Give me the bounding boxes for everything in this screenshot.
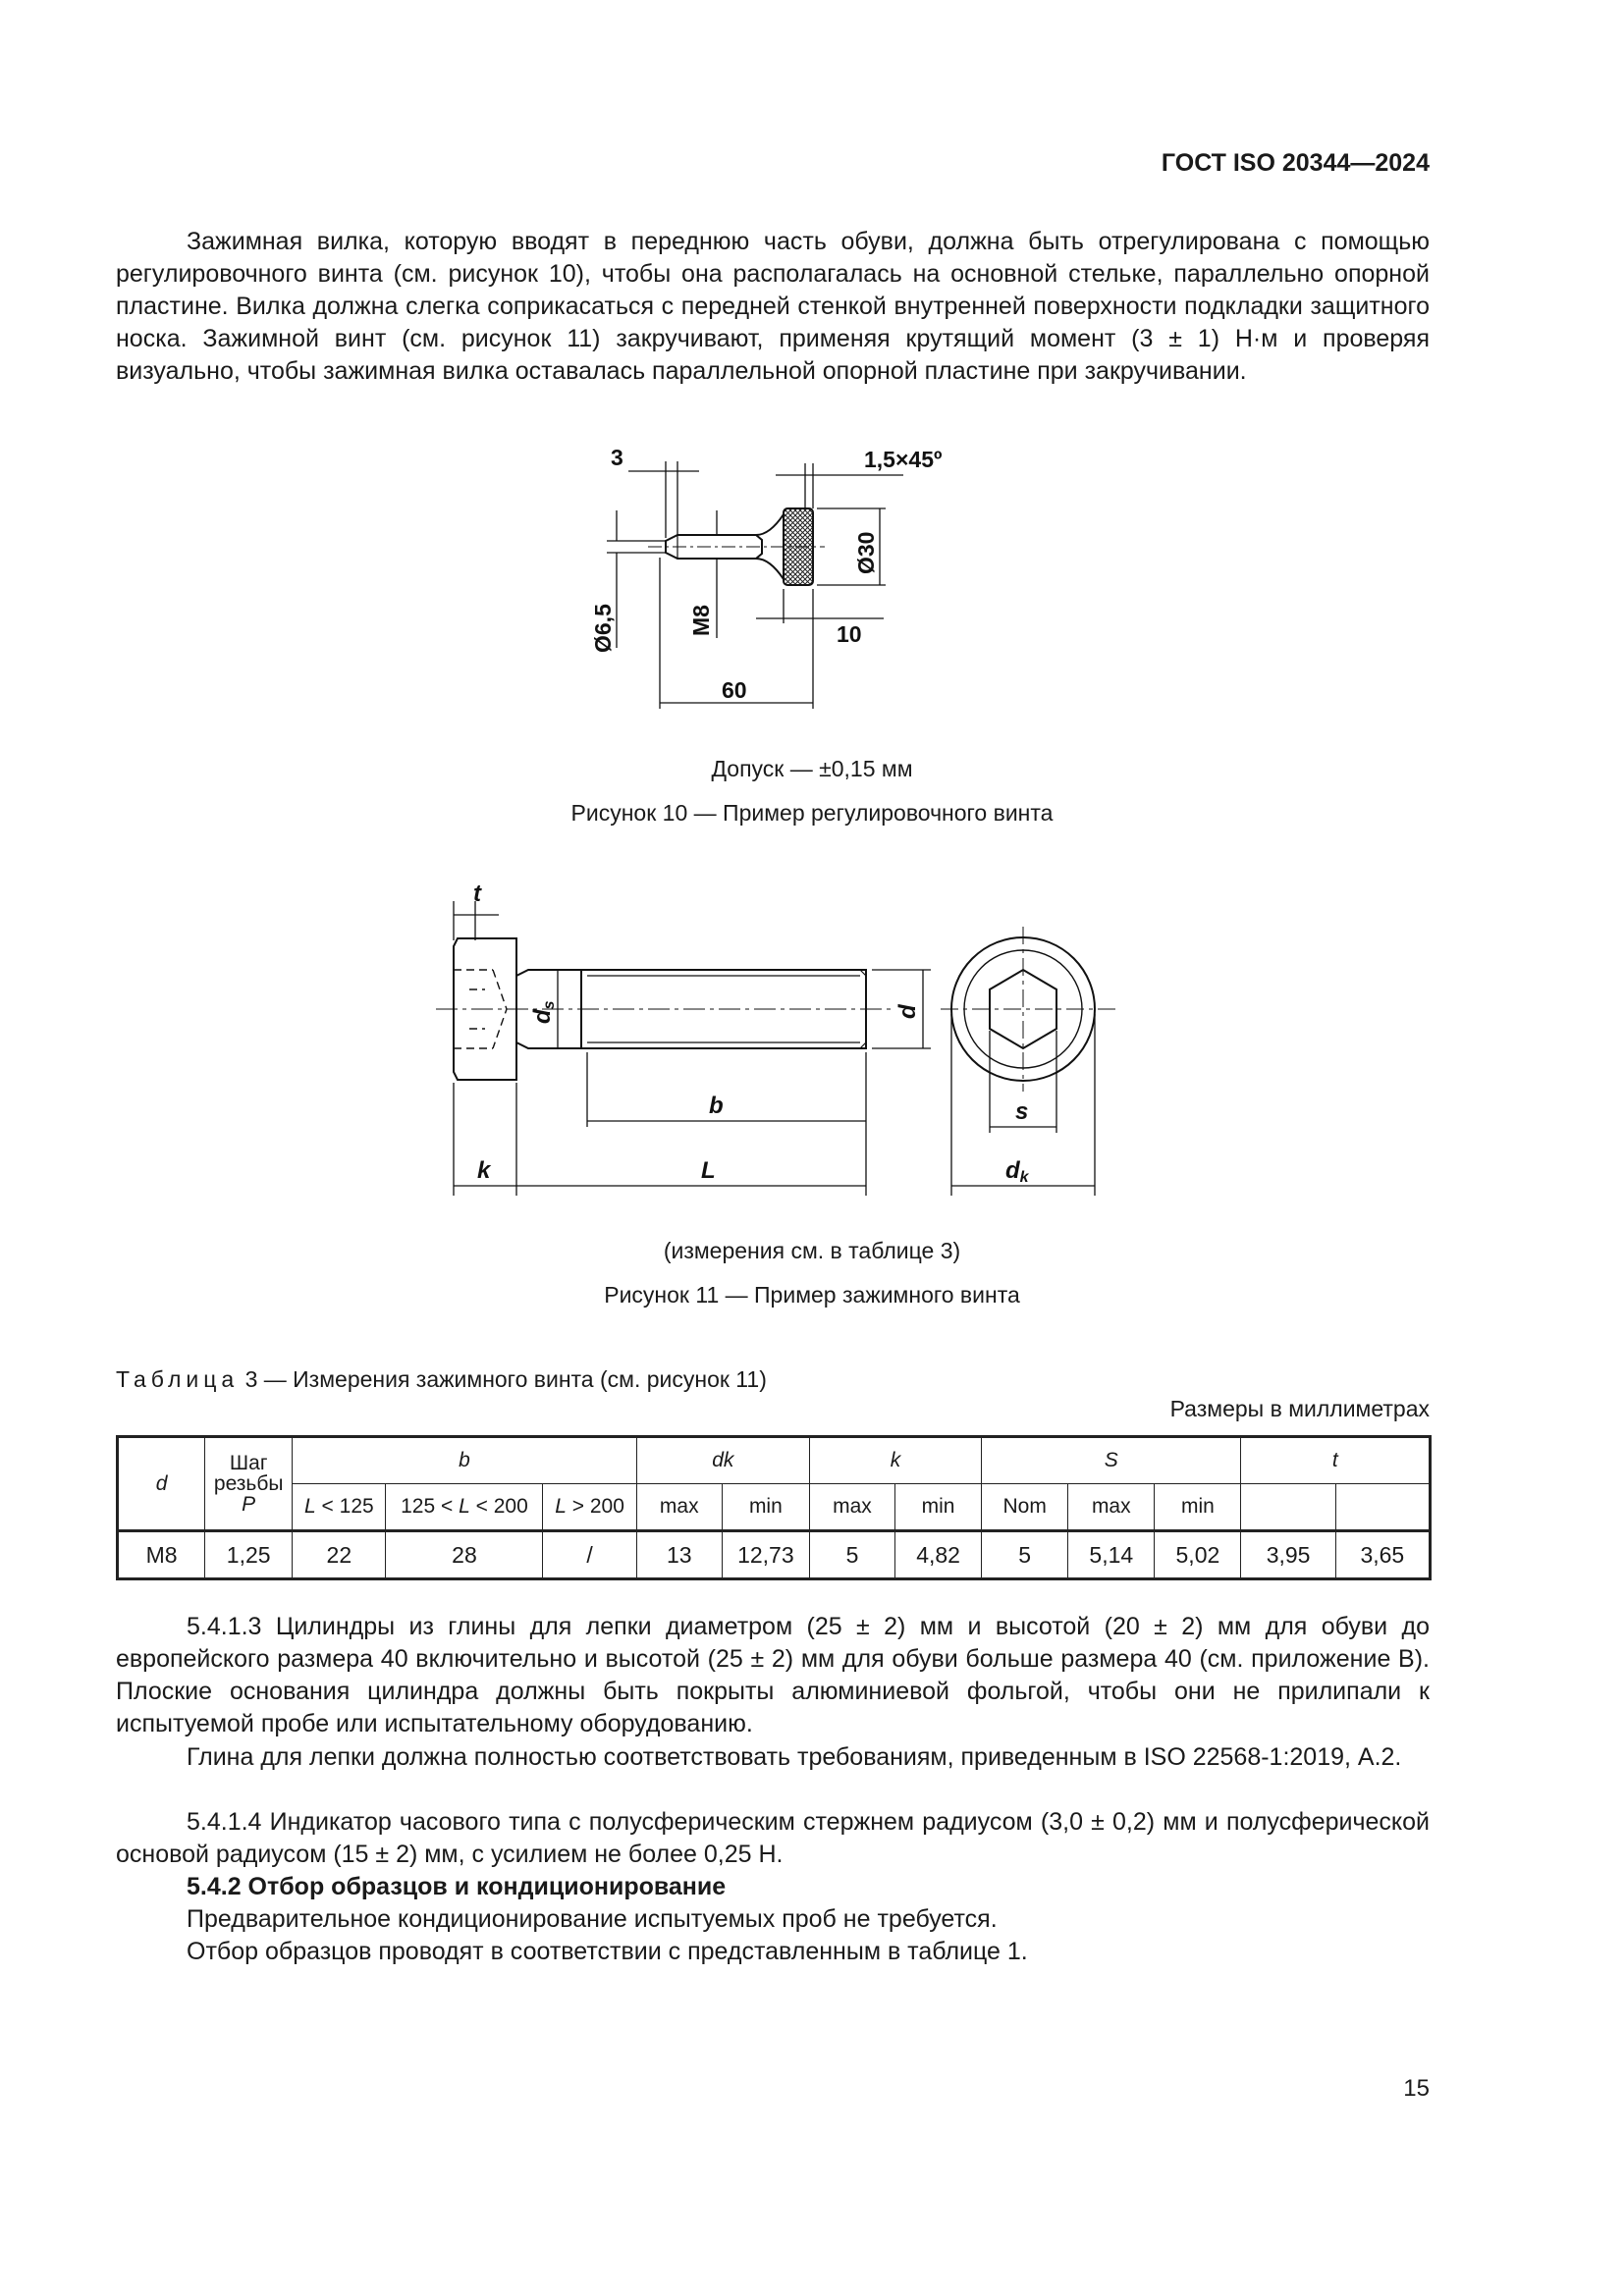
th-t-1	[1241, 1484, 1335, 1531]
paragraph-5-4-1-3: 5.4.1.3 Цилиндры из глины для лепки диаметром (25 ± 2) мм и высотой (20 ± 2) мм для обуви до европейского размера 40 включительно и высотой (25 ± 2) мм для обуви больше размера 40 (см. приложение В). Плоские основания цилиндра должны быть покрыты алюминиевой фольгой, чтобы они не прилипали к испытуемой пробе или испытательному оборудованию.	[116, 1613, 1430, 1737]
th-pitch: Шаг резьбы P	[205, 1437, 293, 1531]
intro-paragraph: Зажимная вилка, которую вводят в переднюю часть обуви, должна быть отрегулирована с помощью регулировочного винта (см. рисунок 10), чтобы она располагалась на основной стельке, параллельно опорной пластине. Вилка должна слегка соприкасаться с передней стенкой внутренней поверхности подкладки защитного носка. Зажимной винт (см. рисунок 11) закручивают, применяя крутящий момент (3 ± 1) Н·м и проверяя визуально, чтобы зажимная вилка оставалась параллельной опорной пластине при закручивании.	[116, 228, 1430, 385]
th-k: k	[809, 1437, 981, 1484]
th-t: t	[1241, 1437, 1431, 1484]
fig11-label-d: d	[894, 1004, 921, 1019]
table-cell: 4,82	[895, 1531, 982, 1579]
th-b: b	[293, 1437, 636, 1484]
figure-10-tolerance: Допуск — ±0,15 мм	[711, 756, 913, 781]
table-3-caption	[116, 1366, 767, 1393]
figure-11-note: (измерения см. в таблице 3)	[663, 1238, 961, 1263]
fig10-dim-60: 60	[722, 677, 747, 703]
table-cell: /	[543, 1531, 636, 1579]
table-cell: 5	[982, 1531, 1068, 1579]
th-b-125-200: 125 < L < 200	[386, 1484, 543, 1531]
fig11-label-s: s	[1015, 1098, 1029, 1125]
fig11-label-ds: ds	[529, 1000, 558, 1024]
th-s-min: min	[1155, 1484, 1241, 1531]
fig11-label-b: b	[709, 1093, 724, 1119]
table-row	[118, 1531, 1431, 1579]
table-cell: 12,73	[722, 1531, 809, 1579]
th-b-lt125: L < 125	[293, 1484, 386, 1531]
fig11-label-k: k	[477, 1157, 491, 1184]
fig11-label-L: L	[701, 1157, 716, 1184]
fig10-dim-chamfer: 1,5×45º	[864, 447, 943, 472]
table-cell: 28	[386, 1531, 543, 1579]
figure-11-caption: Рисунок 11 — Пример зажимного винта	[604, 1282, 1020, 1308]
fig10-dim-10: 10	[837, 621, 862, 647]
table-cell: 3,65	[1335, 1531, 1430, 1579]
figure-10-drawing	[589, 442, 1001, 726]
th-dk-min: min	[722, 1484, 809, 1531]
fig10-dim-3: 3	[611, 445, 623, 470]
fig11-label-t: t	[473, 881, 481, 907]
table-cell: 5,02	[1155, 1531, 1241, 1579]
document-header: ГОСТ ISO 20344—2024	[1161, 149, 1430, 177]
th-d: d	[118, 1437, 205, 1531]
table-3-units: Размеры в миллиметрах	[1169, 1396, 1430, 1421]
th-s-max: max	[1068, 1484, 1155, 1531]
th-s: S	[982, 1437, 1241, 1484]
table-cell: M8	[118, 1531, 205, 1579]
table-cell: 5	[809, 1531, 894, 1579]
table-cell: 13	[636, 1531, 722, 1579]
table-3-caption-text: 3 — Измерения зажимного винта (см. рисунок 11)	[244, 1366, 767, 1392]
fig10-dim-m8: M8	[688, 605, 714, 636]
paragraph-5-4-1-4: 5.4.1.4 Индикатор часового типа с полусферическим стержнем радиусом (3,0 ± 0,2) мм и полусферической основой радиусом (15 ± 2) мм, с усилием не более 0,25 Н.	[116, 1808, 1430, 1868]
table-cell: 3,95	[1241, 1531, 1335, 1579]
th-k-min: min	[895, 1484, 982, 1531]
figure-11-drawing	[430, 881, 1137, 1215]
table-3-caption-word: Таблица	[116, 1366, 240, 1392]
table-header-row-1	[118, 1437, 1431, 1484]
table-cell: 5,14	[1068, 1531, 1155, 1579]
figure-10-caption: Рисунок 10 — Пример регулировочного винта	[570, 800, 1054, 826]
fig10-dim-d65: Ø6,5	[590, 604, 616, 653]
table-3	[116, 1435, 1432, 1580]
heading-5-4-2: 5.4.2 Отбор образцов и кондиционирование	[187, 1873, 727, 1900]
paragraph-preconditioning: Предварительное кондиционирование испытуемых проб не требуется.	[187, 1905, 998, 1933]
table-header-row-2	[118, 1484, 1431, 1531]
th-b-gt200: L > 200	[543, 1484, 636, 1531]
th-k-max: max	[809, 1484, 894, 1531]
table-cell: 1,25	[205, 1531, 293, 1579]
th-dk: dk	[636, 1437, 809, 1484]
th-dk-max: max	[636, 1484, 722, 1531]
page-number: 15	[1403, 2075, 1430, 2102]
fig11-label-dk: dk	[1005, 1157, 1029, 1186]
th-s-nom: Nom	[982, 1484, 1068, 1531]
table-cell: 22	[293, 1531, 386, 1579]
paragraph-clay: Глина для лепки должна полностью соответствовать требованиям, приведенным в ISO 22568-1:2019, А.2.	[187, 1743, 1402, 1771]
paragraph-sampling: Отбор образцов проводят в соответствии с представленным в таблице 1.	[187, 1938, 1028, 1965]
th-t-2	[1335, 1484, 1430, 1531]
fig10-dim-d30: Ø30	[853, 531, 879, 574]
